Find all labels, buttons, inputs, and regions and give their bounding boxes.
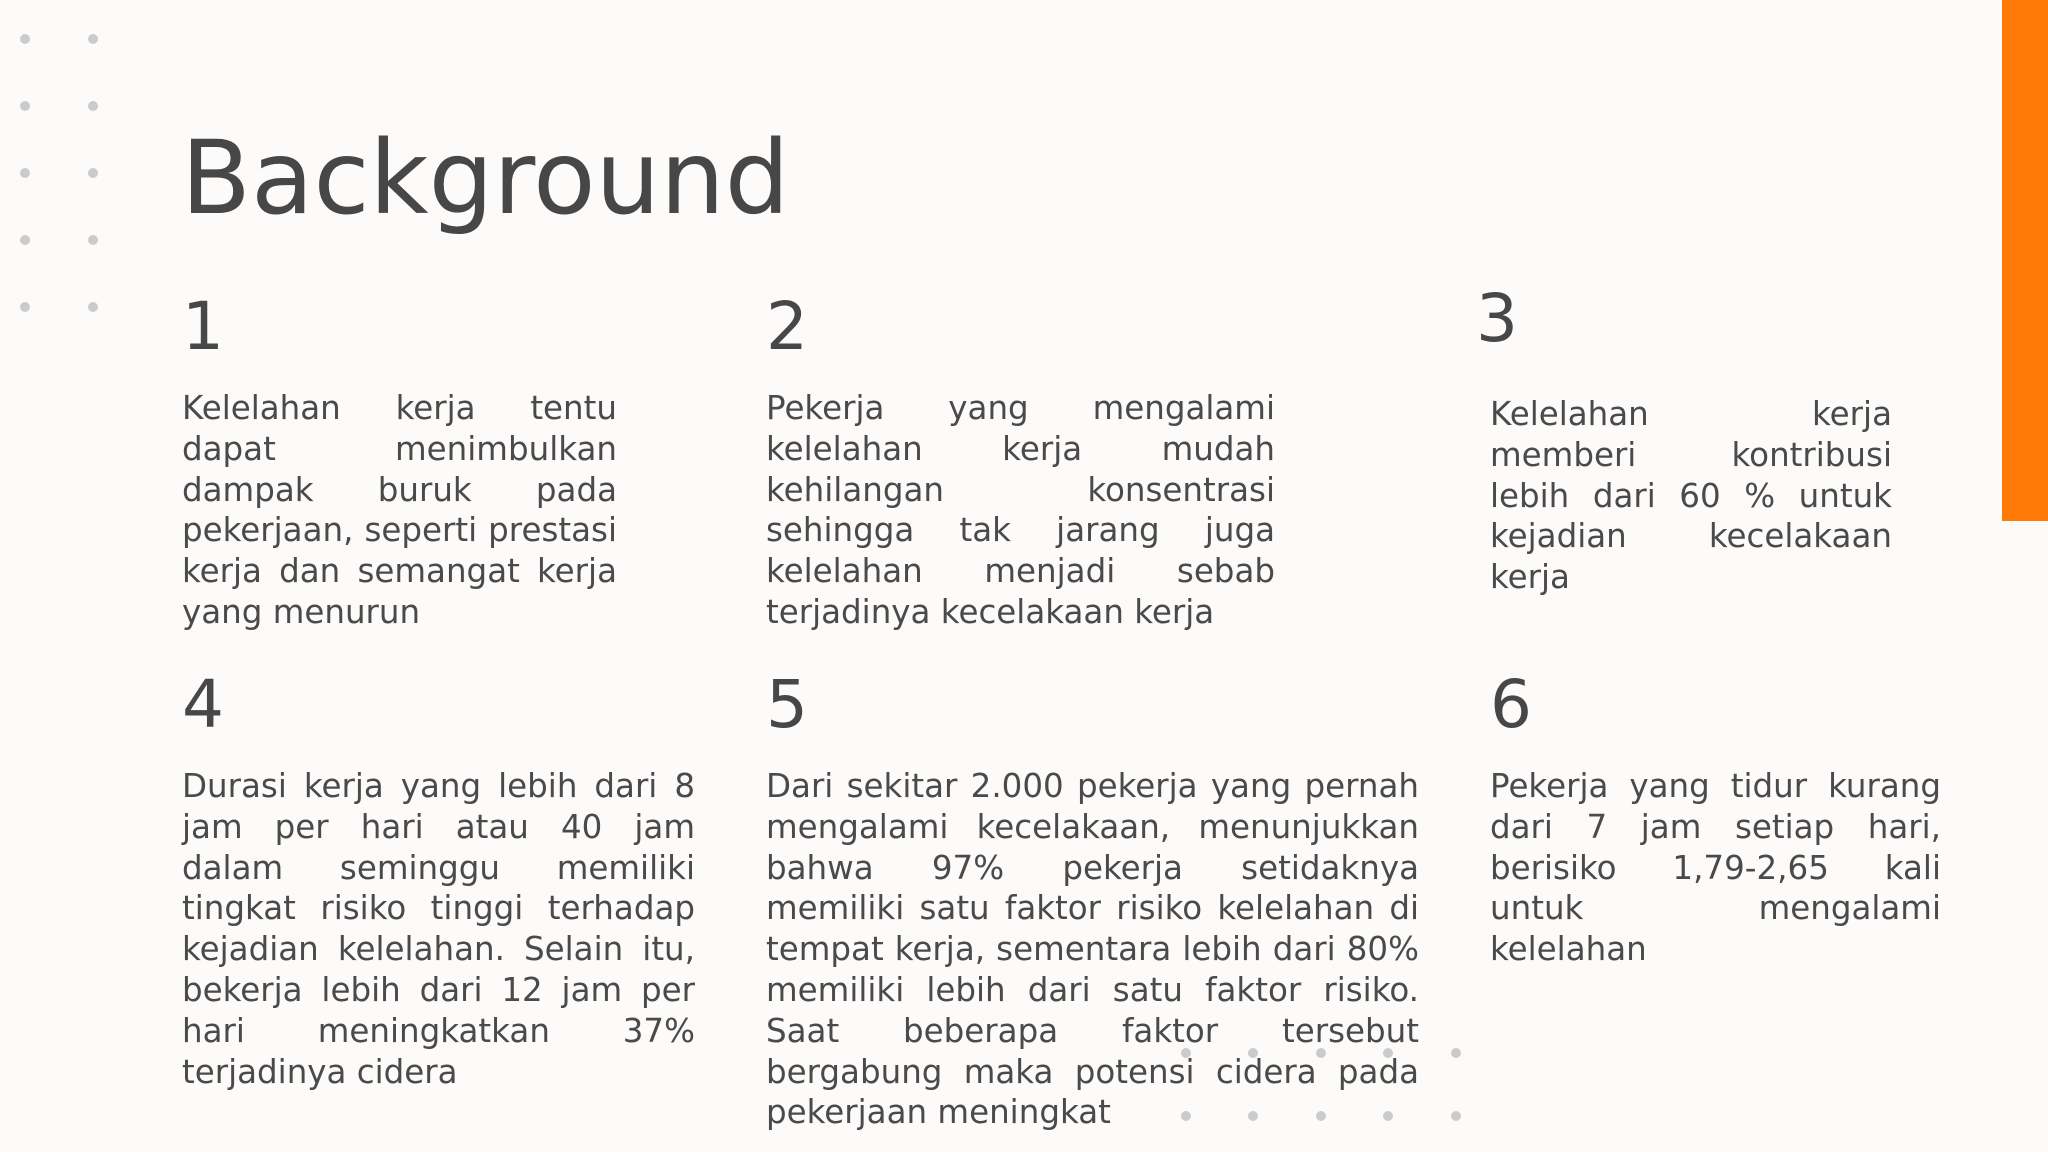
point-number: 2 [766,288,808,365]
point-number: 5 [766,666,808,743]
decorative-dot [1451,1048,1461,1058]
point-3 [1476,280,1892,597]
orange-accent-bar [2002,0,2048,521]
decorative-dot [88,101,98,111]
point-6 [1490,666,1941,969]
point-1 [182,288,617,631]
point-number: 6 [1490,666,1532,743]
decorative-dot [1451,1111,1461,1121]
decorative-dot [20,101,30,111]
point-number: 1 [182,288,224,365]
point-4 [182,666,695,1091]
point-text: Pekerja yang tidur kurang dari 7 jam setiap hari, berisiko 1,79-2,65 kali untuk mengalami kelelahan [1490,767,1941,969]
decorative-dot [20,235,30,245]
point-2 [766,288,1275,631]
decorative-dot [20,168,30,178]
decorative-dot [20,34,30,44]
decorative-dot [20,302,30,312]
point-text: Pekerja yang mengalami kelelahan kerja mudah kehilangan konsentrasi sehingga tak jarang juga kelelahan menjadi sebab terjadinya kecelakaan kerja [766,389,1275,631]
point-5 [766,666,1419,1132]
point-number: 4 [182,666,224,743]
decorative-dot [88,34,98,44]
slide-title: Background [181,119,790,238]
decorative-dot [88,302,98,312]
point-text: Kelelahan kerja memberi kontribusi lebih dari 60 % untuk kejadian kecelakaan kerja [1490,395,1892,597]
decorative-dot [88,168,98,178]
point-text: Kelelahan kerja tentu dapat menimbulkan dampak buruk pada pekerjaan, seperti prestasi kerja dan semangat kerja yang menurun [182,389,617,631]
decorative-dot [88,235,98,245]
point-text: Dari sekitar 2.000 pekerja yang pernah mengalami kecelakaan, menunjukkan bahwa 97% pekerja setidaknya memiliki satu faktor risiko kelelahan di tempat kerja, sementara lebih dari 80% memiliki lebih dari satu faktor risiko. Saat beberapa faktor tersebut bergabung maka potensi cidera pada pekerjaan meningkat [766,767,1419,1132]
point-number: 3 [1476,280,1518,357]
point-text: Durasi kerja yang lebih dari 8 jam per hari atau 40 jam dalam seminggu memiliki tingkat risiko tinggi terhadap kejadian kelelahan. Selain itu, bekerja lebih dari 12 jam per hari meningkatkan 37% terjadinya cidera [182,767,695,1091]
